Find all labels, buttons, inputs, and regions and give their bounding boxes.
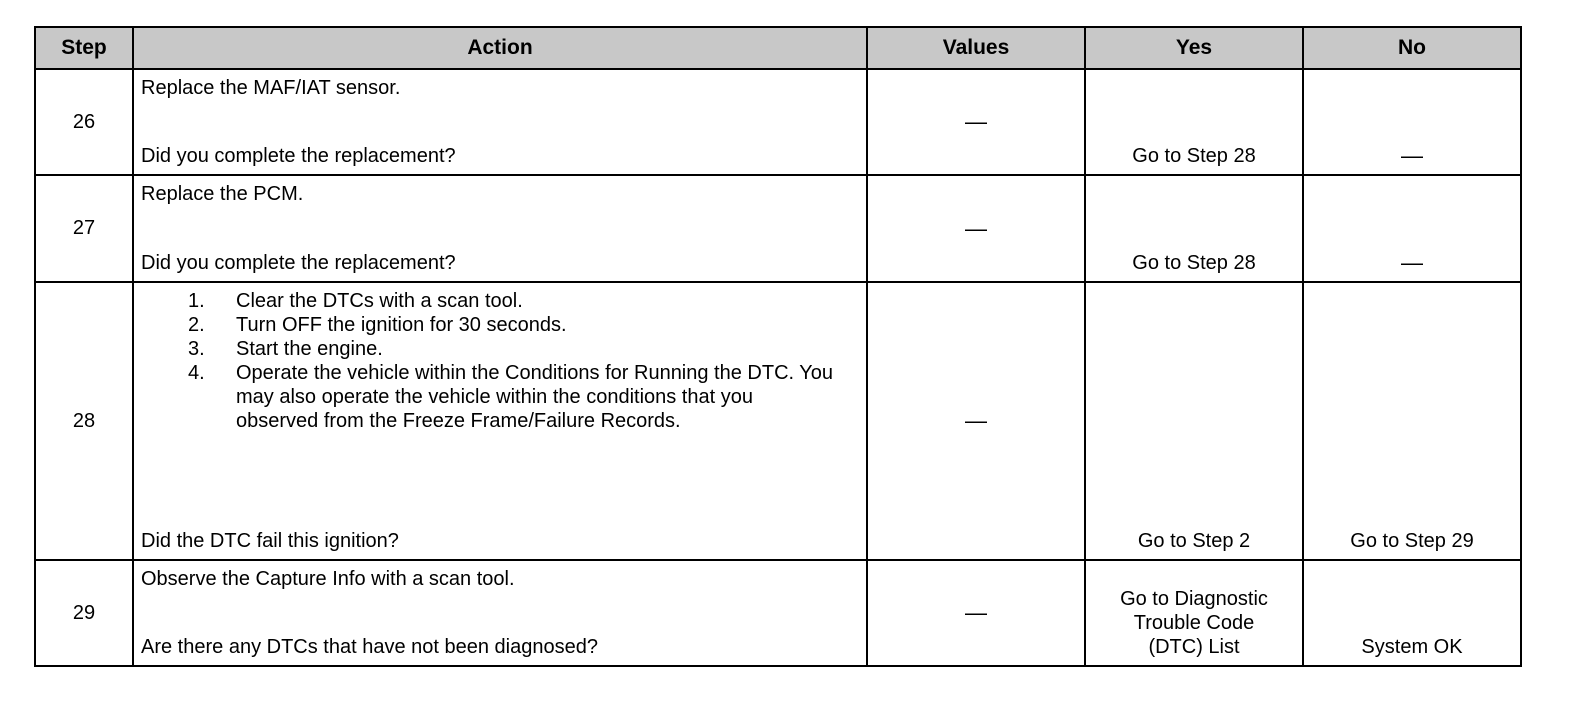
values-cell — [867, 560, 1085, 666]
step-number: 26 — [35, 69, 133, 175]
list-number: 3. — [188, 338, 205, 360]
list-number: 4. — [188, 362, 205, 384]
yes-result-line: Trouble Code — [1133, 612, 1255, 634]
table-row — [35, 175, 1521, 282]
header-row — [35, 27, 1521, 69]
table-row — [35, 560, 1521, 666]
yes-cell — [1085, 560, 1303, 666]
yes-result: Go to Step 28 — [1132, 145, 1256, 167]
yes-result-line: (DTC) List — [1148, 636, 1240, 658]
header-step: Step — [35, 27, 133, 69]
action-cell — [133, 560, 867, 666]
no-cell — [1303, 175, 1521, 282]
action-steps-list — [188, 289, 836, 433]
no-result: — — [1401, 143, 1423, 168]
yes-result: Go to Step 28 — [1132, 252, 1256, 274]
values-dash: — — [965, 408, 987, 433]
no-cell — [1303, 282, 1521, 560]
values-dash: — — [965, 109, 987, 134]
yes-result: Go to Step 2 — [1137, 530, 1251, 552]
yes-cell — [1085, 175, 1303, 282]
action-cell — [133, 69, 867, 175]
values-dash: — — [965, 215, 987, 241]
no-result: — — [1401, 250, 1423, 275]
action-instruction: Observe the Capture Info with a scan tool. — [141, 568, 515, 590]
header-yes: Yes — [1085, 27, 1303, 69]
values-dash: — — [965, 600, 987, 625]
list-number: 2. — [188, 314, 205, 336]
header-action: Action — [133, 27, 867, 69]
step-number: 27 — [35, 175, 133, 282]
yes-cell — [1085, 69, 1303, 175]
no-cell — [1303, 69, 1521, 175]
action-instruction: Replace the PCM. — [141, 183, 304, 205]
diagnostic-table — [34, 26, 1522, 667]
list-text: Operate the vehicle within the Conditions for Running the DTC. You may also operate the vehicle within the conditions that you observed from the Freeze Frame/Failure Records. — [236, 362, 834, 432]
list-item — [188, 313, 836, 337]
no-result: Go to Step 29 — [1350, 530, 1474, 552]
table-row — [35, 69, 1521, 175]
values-cell — [867, 69, 1085, 175]
yes-cell — [1085, 282, 1303, 560]
action-cell — [133, 282, 867, 560]
no-result: System OK — [1361, 636, 1463, 658]
action-question: Did you complete the replacement? — [141, 145, 456, 167]
values-cell — [867, 175, 1085, 282]
action-cell — [133, 175, 867, 282]
yes-result — [1090, 587, 1298, 659]
list-item — [188, 337, 836, 361]
list-text: Clear the DTCs with a scan tool. — [236, 290, 523, 312]
header-no: No — [1303, 27, 1521, 69]
action-question: Did the DTC fail this ignition? — [141, 530, 399, 552]
values-cell — [867, 282, 1085, 560]
no-cell — [1303, 560, 1521, 666]
action-question: Are there any DTCs that have not been diagnosed? — [141, 636, 598, 658]
list-number: 1. — [188, 290, 205, 312]
step-number: 28 — [35, 282, 133, 560]
list-item — [188, 361, 836, 433]
list-text: Start the engine. — [236, 338, 383, 360]
table-row — [35, 282, 1521, 560]
list-item — [188, 289, 836, 313]
list-text: Turn OFF the ignition for 30 seconds. — [236, 314, 567, 336]
yes-result-line: Go to Diagnostic — [1120, 588, 1268, 610]
action-instruction: Replace the MAF/IAT sensor. — [141, 77, 401, 99]
header-values: Values — [867, 27, 1085, 69]
action-question: Did you complete the replacement? — [141, 252, 456, 274]
step-number: 29 — [35, 560, 133, 666]
